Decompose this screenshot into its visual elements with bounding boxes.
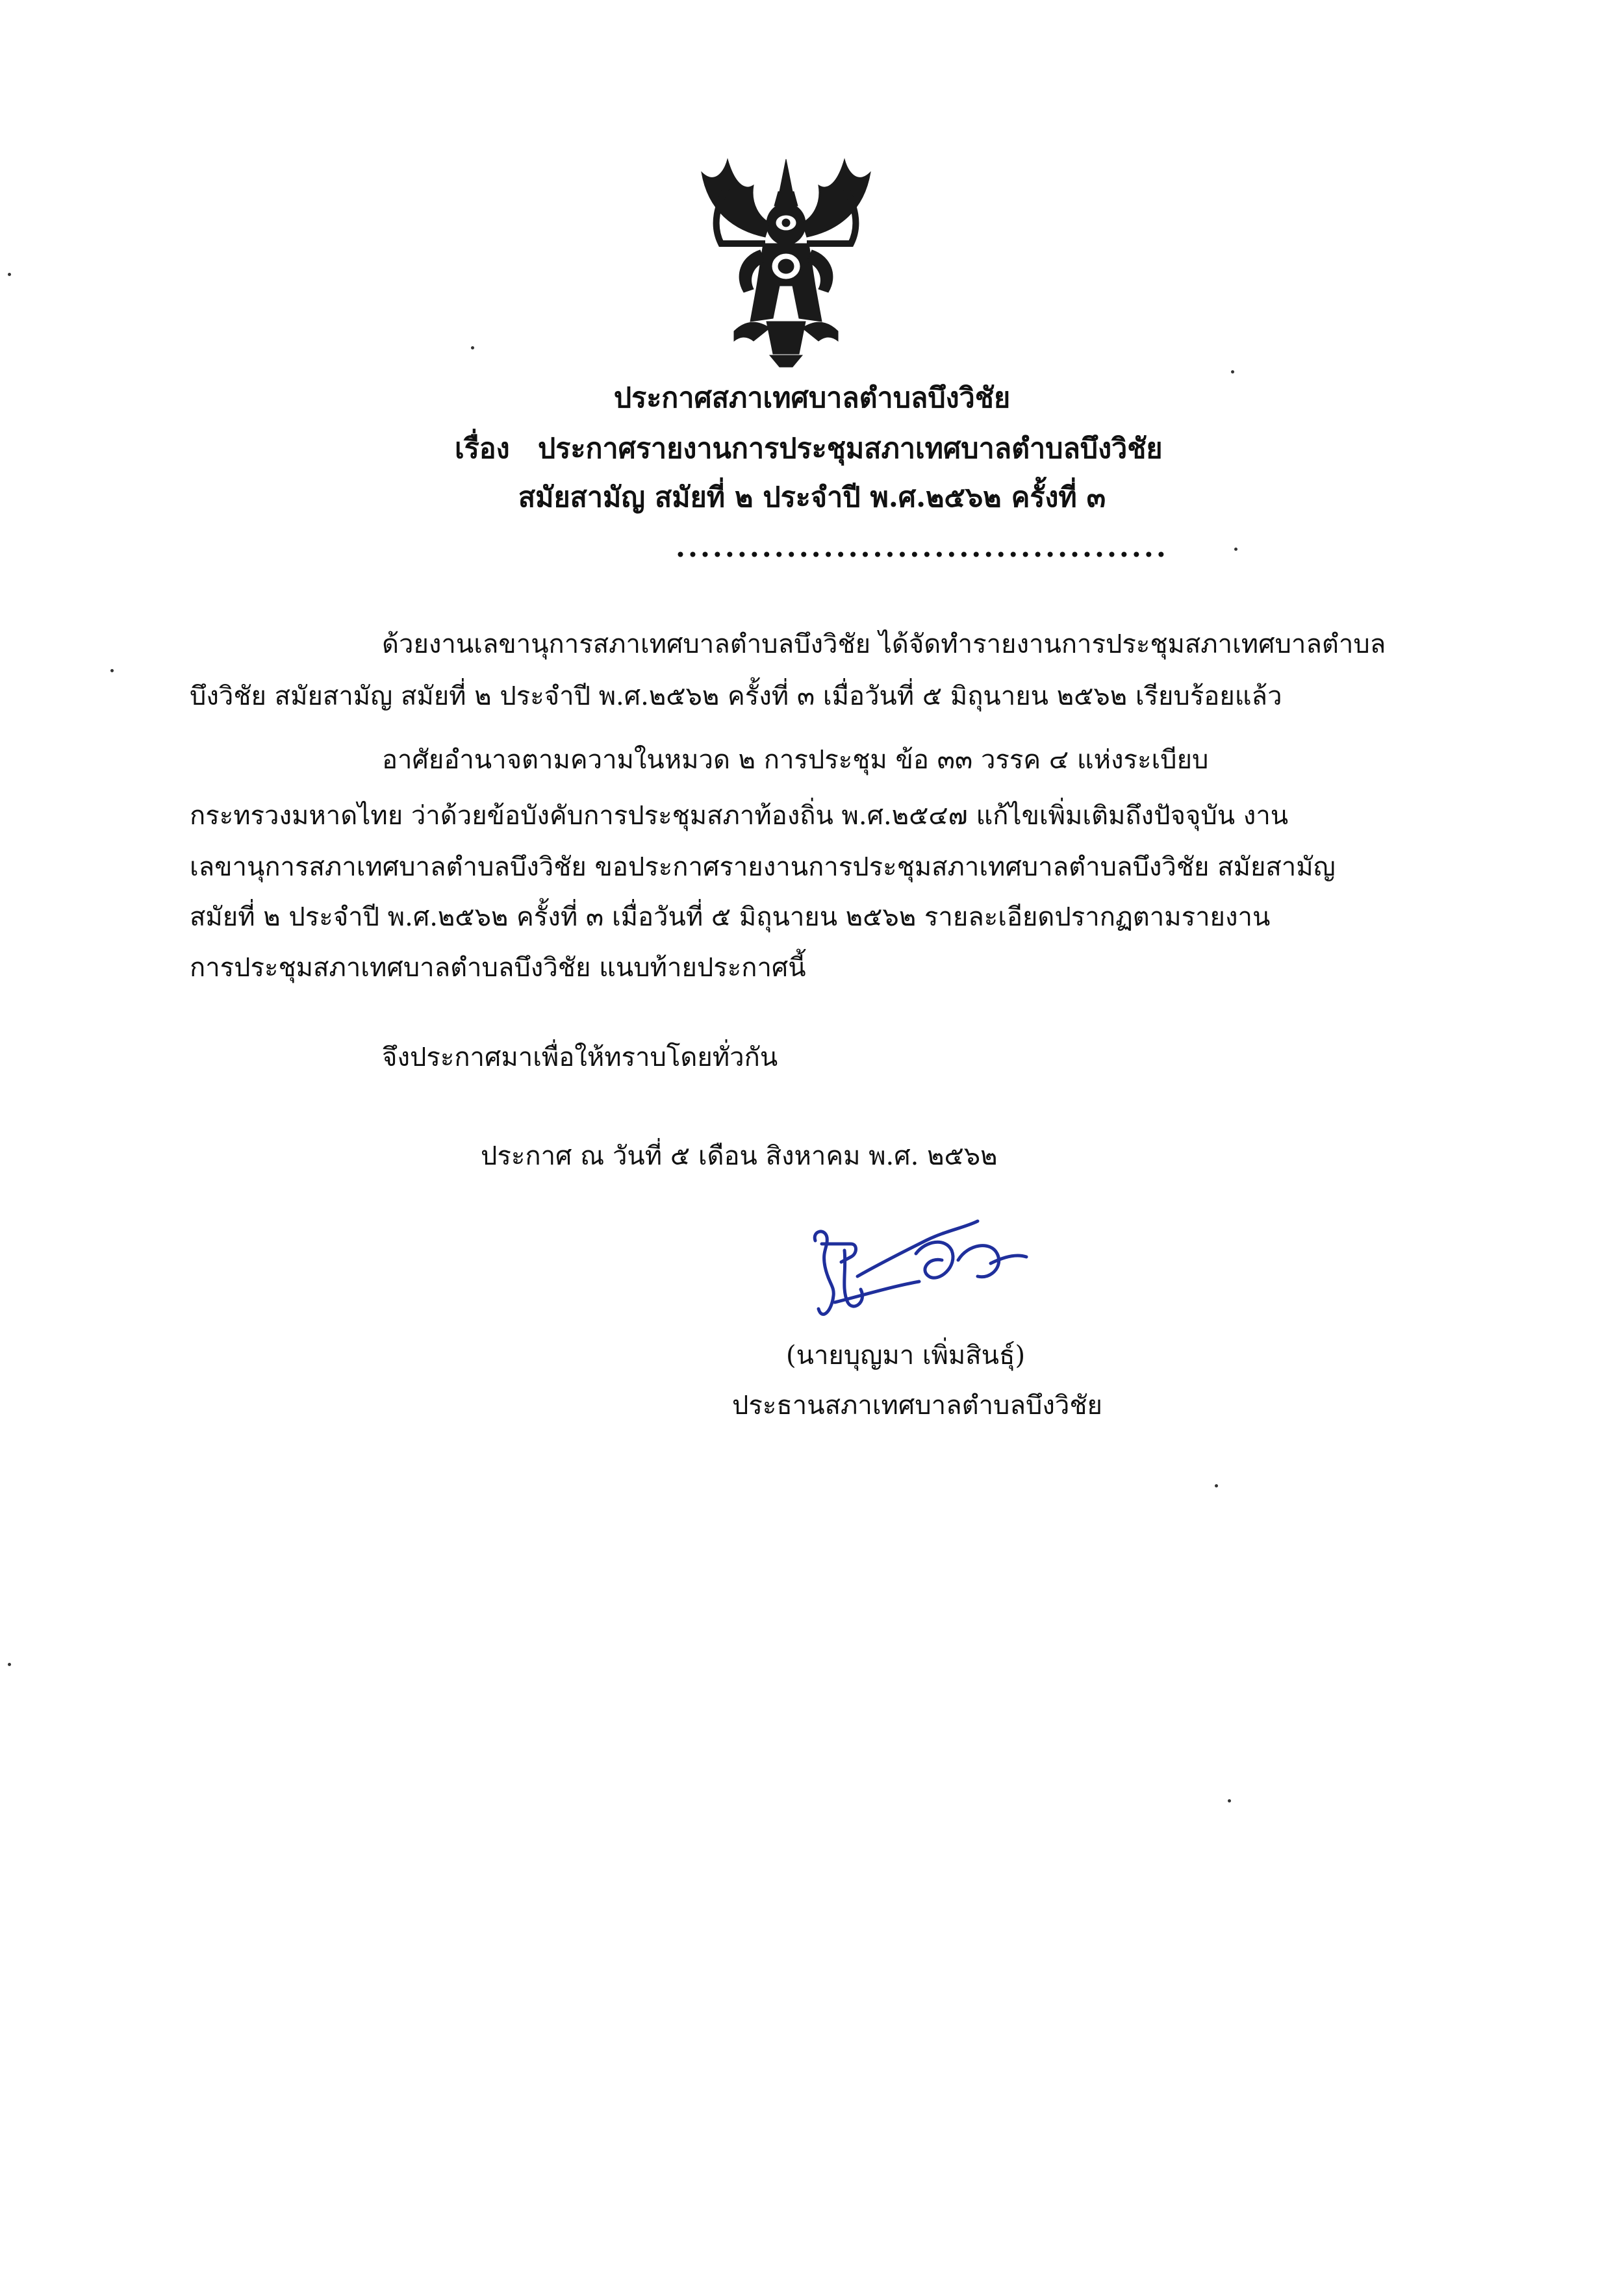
scan-speck bbox=[8, 1663, 11, 1666]
paragraph-2-line: อาศัยอำนาจตามความในหมวด ๒ การประชุม ข้อ ๓๓ วรรค ๔ แห่งระเบียบ bbox=[382, 745, 1209, 775]
scan-speck bbox=[1228, 1799, 1231, 1802]
subject-label: เรื่อง bbox=[455, 433, 510, 465]
announcement-title: ประกาศสภาเทศบาลตำบลบึงวิชัย bbox=[613, 382, 1011, 414]
subject-text: ประกาศรายงานการประชุมสภาเทศบาลตำบลบึงวิชัย bbox=[538, 433, 1163, 465]
signatory-name: (นายบุญมา เพิ่มสินธุ์) bbox=[786, 1341, 1026, 1371]
closing-statement: จึงประกาศมาเพื่อให้ทราบโดยทั่วกัน bbox=[382, 1043, 778, 1072]
signatory-position: ประธานสภาเทศบาลตำบลบึงวิชัย bbox=[732, 1391, 1102, 1421]
scan-speck bbox=[1231, 370, 1234, 373]
paragraph-2-line: กระทรวงมหาดไทย ว่าด้วยข้อบังคับการประชุมสภาท้องถิ่น พ.ศ.๒๕๔๗ แก้ไขเพิ่มเติมถึงปัจจุบัน งาน bbox=[190, 801, 1289, 831]
paragraph-1-line: บึงวิชัย สมัยสามัญ สมัยที่ ๒ ประจำปี พ.ศ.๒๕๖๒ ครั้งที่ ๓ เมื่อวันที่ ๕ มิถุนายน ๒๕๖๒ เรียบร้อยแล้ว bbox=[190, 681, 1282, 711]
handwritten-signature bbox=[796, 1205, 1043, 1328]
announcement-date: ประกาศ ณ วันที่ ๕ เดือน สิงหาคม พ.ศ. ๒๕๖๒ bbox=[481, 1141, 998, 1171]
heading-separator: ........................................ bbox=[676, 531, 1169, 564]
scan-speck bbox=[8, 273, 11, 276]
scan-speck bbox=[471, 346, 474, 349]
announcement-subject bbox=[455, 435, 1163, 463]
announcement-session: สมัยสามัญ สมัยที่ ๒ ประจำปี พ.ศ.๒๕๖๒ ครั้งที่ ๓ bbox=[518, 481, 1106, 514]
paragraph-2-line: สมัยที่ ๒ ประจำปี พ.ศ.๒๕๖๒ ครั้งที่ ๓ เมื่อวันที่ ๕ มิถุนายน ๒๕๖๒ รายละเอียดปรากฏตามรายงาน bbox=[190, 902, 1271, 932]
paragraph-2-line: การประชุมสภาเทศบาลตำบลบึงวิชัย แนบท้ายประกาศนี้ bbox=[190, 953, 806, 983]
scan-speck bbox=[1234, 548, 1237, 551]
paragraph-2-line: เลขานุการสภาเทศบาลตำบลบึงวิชัย ขอประกาศรายงานการประชุมสภาเทศบาลตำบลบึงวิชัย สมัยสามัญ bbox=[190, 852, 1336, 882]
scan-speck bbox=[110, 669, 114, 672]
garuda-emblem bbox=[689, 146, 883, 370]
paragraph-1-line: ด้วยงานเลขานุการสภาเทศบาลตำบลบึงวิชัย ได้จัดทำรายงานการประชุมสภาเทศบาลตำบล bbox=[382, 629, 1386, 659]
scan-speck bbox=[1215, 1484, 1218, 1487]
